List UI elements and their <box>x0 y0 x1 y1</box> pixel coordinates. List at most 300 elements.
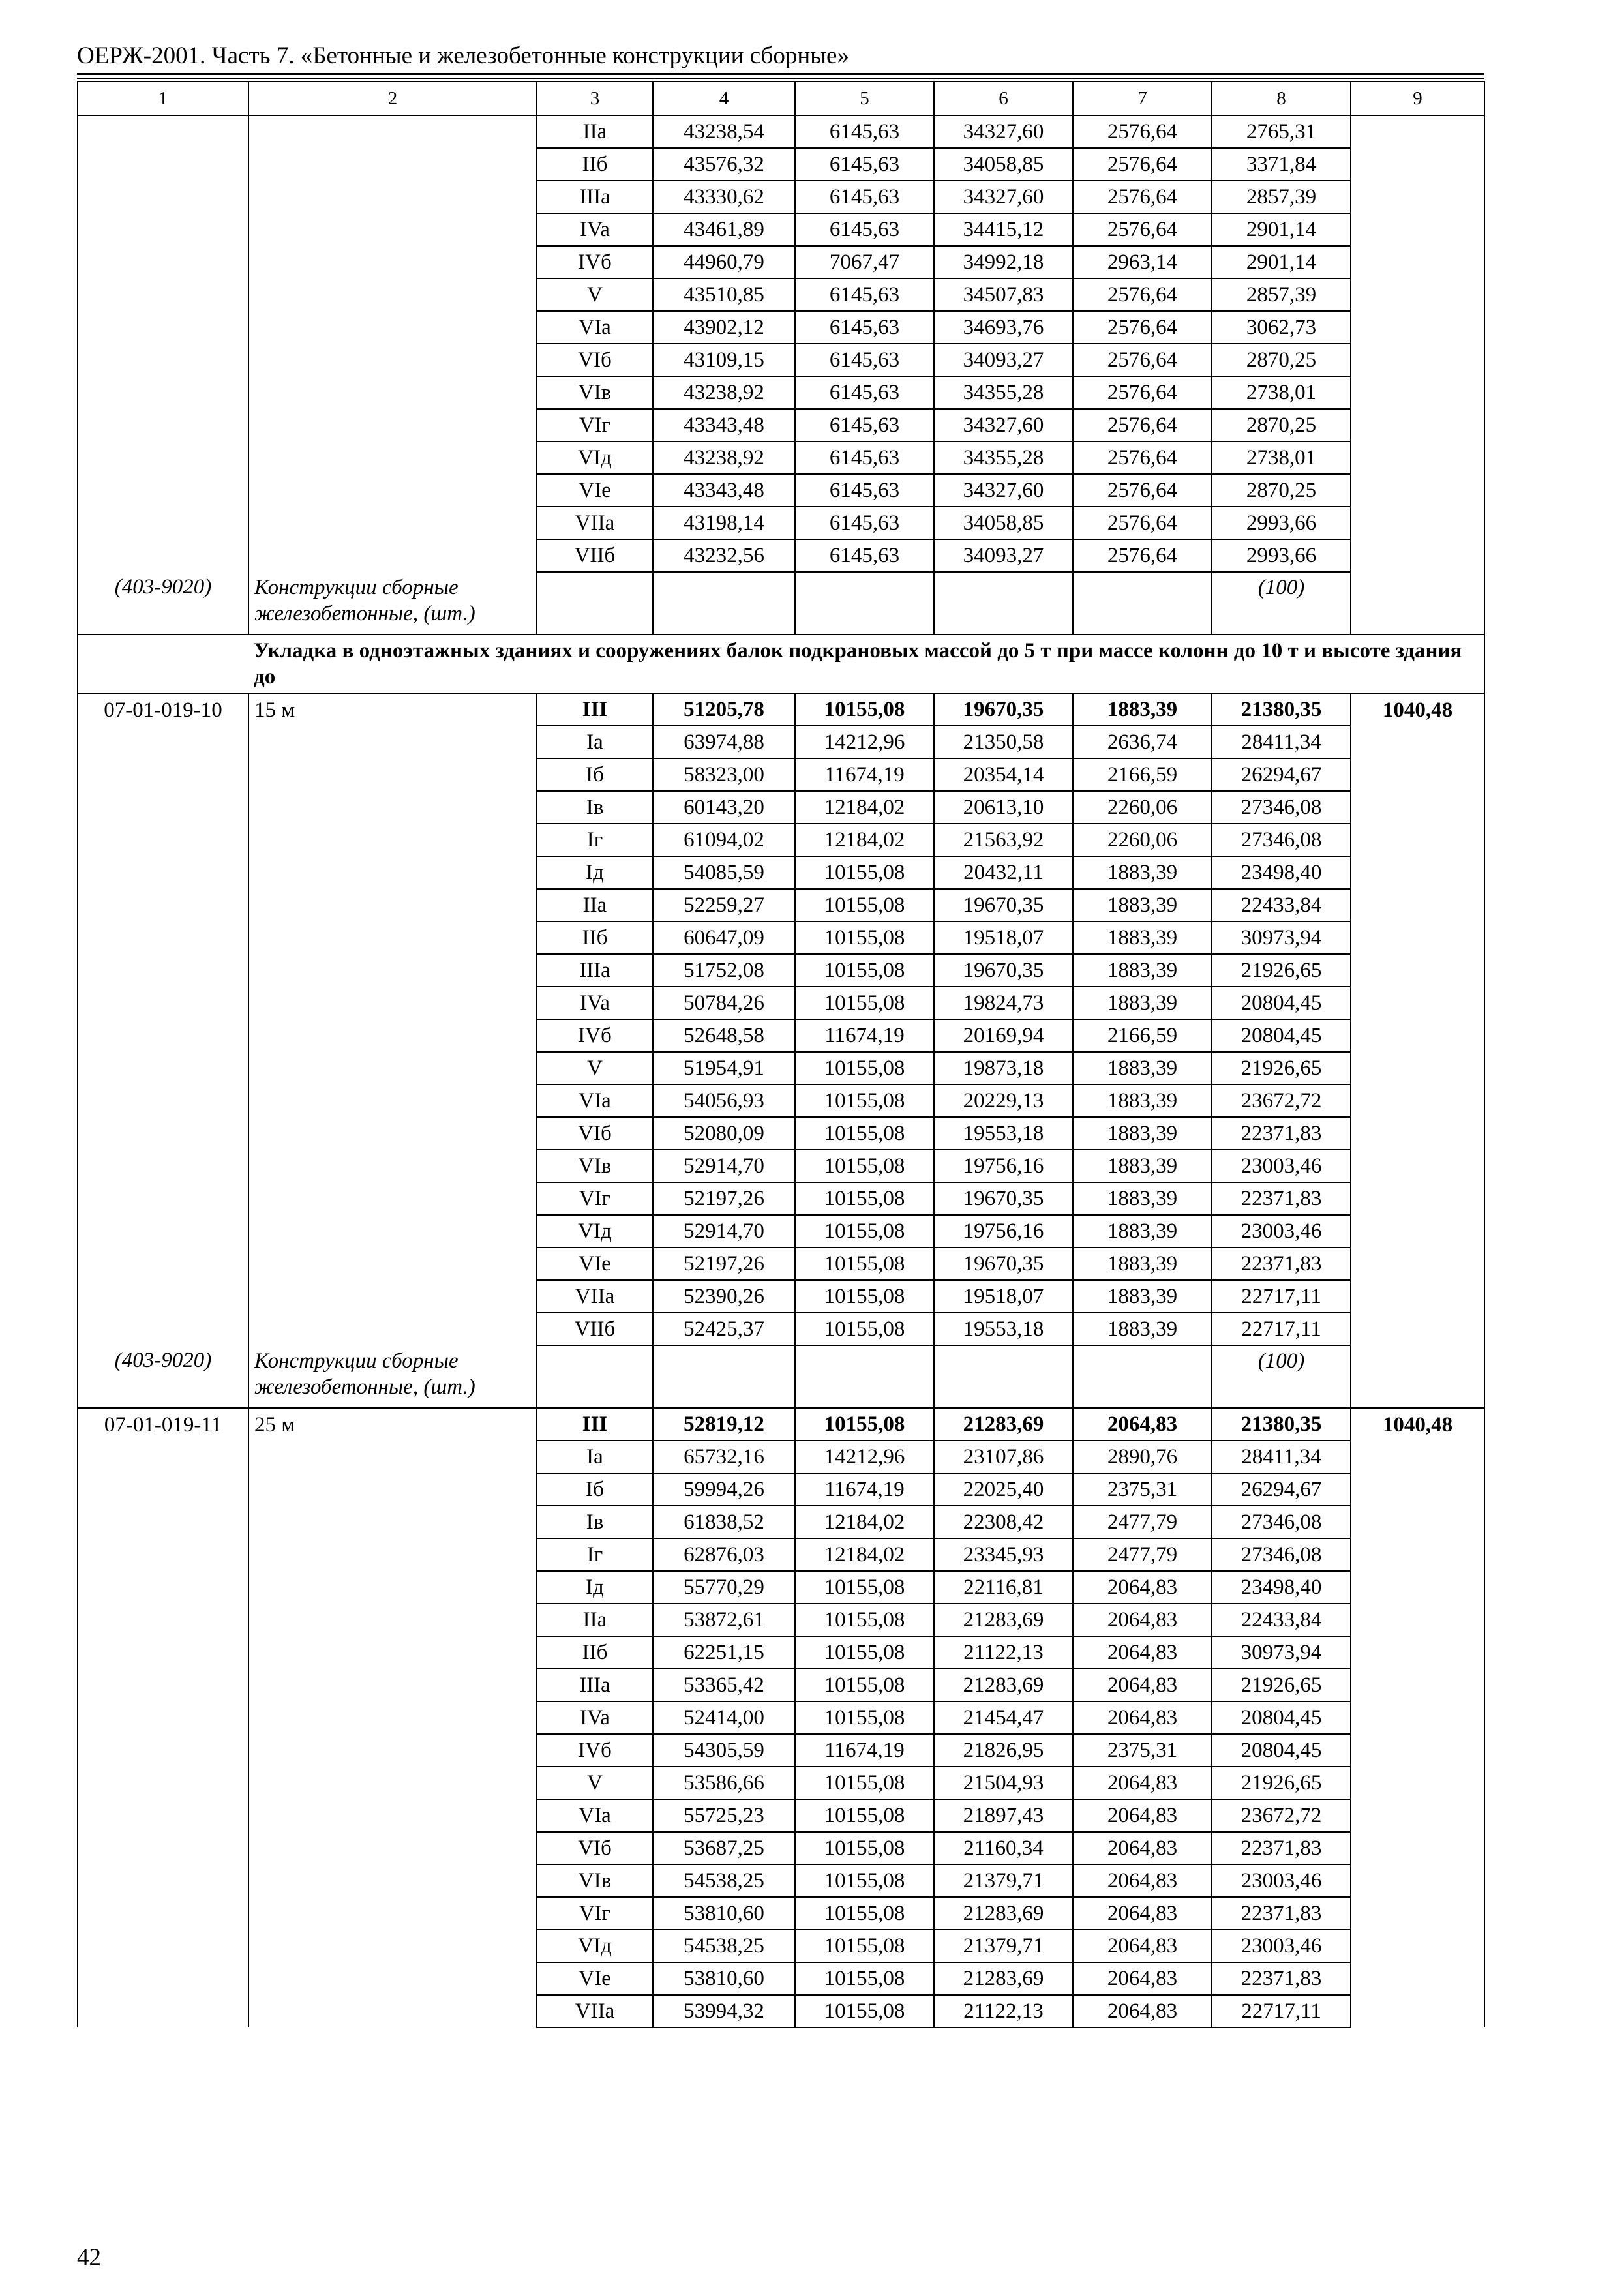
value-cell: 21283,69 <box>934 1669 1073 1701</box>
col9-cell <box>1351 1052 1484 1085</box>
row-label <box>248 987 537 1019</box>
value-cell: 34058,85 <box>934 507 1073 539</box>
value-cell: 43198,14 <box>653 507 795 539</box>
col9-cell <box>1351 1636 1484 1669</box>
col9-cell <box>1351 1604 1484 1636</box>
table-row <box>78 726 1484 758</box>
table-row <box>78 1864 1484 1897</box>
zone-index: VIг <box>537 409 653 441</box>
row-code <box>78 1962 248 1995</box>
value-cell: 28411,34 <box>1212 726 1351 758</box>
row-code <box>78 987 248 1019</box>
table-row <box>78 1669 1484 1701</box>
col9-cell <box>1351 115 1484 148</box>
value-cell: 10155,08 <box>795 1182 934 1215</box>
table-row <box>78 1701 1484 1734</box>
value-cell: 21122,13 <box>934 1995 1073 2027</box>
empty-cell <box>795 1345 934 1408</box>
value-cell: 23498,40 <box>1212 856 1351 889</box>
col9-cell <box>1351 1995 1484 2027</box>
value-cell: 2870,25 <box>1212 409 1351 441</box>
row-code <box>78 889 248 921</box>
value-cell: 50784,26 <box>653 987 795 1019</box>
value-cell: 10155,08 <box>795 1052 934 1085</box>
table-row <box>78 474 1484 507</box>
value-cell: 21350,58 <box>934 726 1073 758</box>
zone-index: V <box>537 278 653 311</box>
table-row <box>78 213 1484 246</box>
col9-cell <box>1351 1117 1484 1150</box>
zone-index: Ia <box>537 726 653 758</box>
table-row <box>78 1019 1484 1052</box>
column-number: 2 <box>248 82 537 115</box>
col9-cell <box>1351 1799 1484 1832</box>
value-cell: 54538,25 <box>653 1930 795 1962</box>
value-cell: 34992,18 <box>934 246 1073 278</box>
zone-index: IVб <box>537 1019 653 1052</box>
value-cell: 10155,08 <box>795 1669 934 1701</box>
value-cell: 6145,63 <box>795 115 934 148</box>
value-cell: 19518,07 <box>934 1280 1073 1313</box>
row-code <box>78 115 248 148</box>
value-cell: 51205,78 <box>653 693 795 726</box>
value-cell: 2260,06 <box>1073 824 1212 856</box>
value-cell: 1883,39 <box>1073 693 1212 726</box>
column-number: 1 <box>78 82 248 115</box>
value-cell: 34327,60 <box>934 181 1073 213</box>
row-code <box>78 409 248 441</box>
zone-index: VIa <box>537 311 653 344</box>
row-code <box>78 1636 248 1669</box>
value-cell: 2738,01 <box>1212 376 1351 409</box>
row-label <box>248 1280 537 1313</box>
value-cell: 34327,60 <box>934 409 1073 441</box>
value-cell: 43238,92 <box>653 376 795 409</box>
value-cell: 2477,79 <box>1073 1538 1212 1571</box>
value-cell: 19670,35 <box>934 1248 1073 1280</box>
row-code <box>78 1897 248 1930</box>
value-cell: 2963,14 <box>1073 246 1212 278</box>
value-cell: 34355,28 <box>934 441 1073 474</box>
value-cell: 19670,35 <box>934 1182 1073 1215</box>
table-row <box>78 1734 1484 1767</box>
zone-index: IIa <box>537 115 653 148</box>
value-cell: 34058,85 <box>934 148 1073 181</box>
value-cell: 1883,39 <box>1073 1150 1212 1182</box>
value-cell: 22717,11 <box>1212 1995 1351 2027</box>
value-cell: 22025,40 <box>934 1473 1073 1506</box>
row-code <box>78 1571 248 1604</box>
row-label <box>248 889 537 921</box>
row-label <box>248 1019 537 1052</box>
row-label <box>248 954 537 987</box>
value-cell: 6145,63 <box>795 507 934 539</box>
table-row <box>78 1571 1484 1604</box>
row-label <box>248 344 537 376</box>
zone-index: IVa <box>537 213 653 246</box>
zone-index: IIa <box>537 889 653 921</box>
value-cell: 21379,71 <box>934 1930 1073 1962</box>
row-label <box>248 1506 537 1538</box>
row-label <box>248 1441 537 1473</box>
value-cell: 2857,39 <box>1212 181 1351 213</box>
value-cell: 2260,06 <box>1073 791 1212 824</box>
row-code <box>78 1669 248 1701</box>
value-cell: 19518,07 <box>934 921 1073 954</box>
value-cell: 6145,63 <box>795 441 934 474</box>
value-cell: 2166,59 <box>1073 1019 1212 1052</box>
value-cell: 10155,08 <box>795 1832 934 1864</box>
row-label <box>248 791 537 824</box>
row-label <box>248 1313 537 1345</box>
table-row <box>78 1280 1484 1313</box>
row-code <box>78 1506 248 1538</box>
zone-index: VIд <box>537 441 653 474</box>
header-rule <box>77 73 1484 75</box>
value-cell: 22371,83 <box>1212 1897 1351 1930</box>
table-row <box>78 148 1484 181</box>
value-cell: 2166,59 <box>1073 758 1212 791</box>
value-cell: 10155,08 <box>795 1604 934 1636</box>
row-code <box>78 1701 248 1734</box>
zone-index: Iв <box>537 791 653 824</box>
value-cell: 1883,39 <box>1073 921 1212 954</box>
row-code <box>78 539 248 572</box>
row-label <box>248 1150 537 1182</box>
zone-index: III <box>537 1408 653 1441</box>
empty-cell <box>537 1345 653 1408</box>
value-cell: 20169,94 <box>934 1019 1073 1052</box>
value-cell: 53687,25 <box>653 1832 795 1864</box>
value-cell: 11674,19 <box>795 1019 934 1052</box>
zone-index: V <box>537 1767 653 1799</box>
page-number: 42 <box>77 2244 101 2271</box>
table-row <box>78 376 1484 409</box>
table-row <box>78 1995 1484 2027</box>
zone-index: IVa <box>537 987 653 1019</box>
value-cell: 21283,69 <box>934 1897 1073 1930</box>
row-label <box>248 921 537 954</box>
col9-cell <box>1351 1506 1484 1538</box>
value-cell: 21897,43 <box>934 1799 1073 1832</box>
value-cell: 2738,01 <box>1212 441 1351 474</box>
value-cell: 23345,93 <box>934 1538 1073 1571</box>
value-cell: 6145,63 <box>795 311 934 344</box>
zone-index: Iд <box>537 1571 653 1604</box>
row-code <box>78 954 248 987</box>
value-cell: 55770,29 <box>653 1571 795 1604</box>
row-label <box>248 1117 537 1150</box>
value-cell: 54305,59 <box>653 1734 795 1767</box>
value-cell: 21926,65 <box>1212 1767 1351 1799</box>
zone-index: VIe <box>537 1248 653 1280</box>
value-cell: 20804,45 <box>1212 1734 1351 1767</box>
table-row <box>78 1313 1484 1345</box>
value-cell: 2064,83 <box>1073 1995 1212 2027</box>
row-code <box>78 1313 248 1345</box>
row-label <box>248 1473 537 1506</box>
value-cell: 51752,08 <box>653 954 795 987</box>
col9-cell <box>1351 1215 1484 1248</box>
zone-index: Ia <box>537 1441 653 1473</box>
row-label <box>248 1215 537 1248</box>
value-cell: 20804,45 <box>1212 1019 1351 1052</box>
value-cell: 34507,83 <box>934 278 1073 311</box>
value-cell: 30973,94 <box>1212 921 1351 954</box>
row-code <box>78 1441 248 1473</box>
row-code <box>78 311 248 344</box>
zone-index: VIe <box>537 474 653 507</box>
value-cell: 19553,18 <box>934 1117 1073 1150</box>
value-cell: 2576,64 <box>1073 181 1212 213</box>
value-cell: 52414,00 <box>653 1701 795 1734</box>
table-row <box>78 441 1484 474</box>
col9-cell <box>1351 507 1484 539</box>
value-cell: 3062,73 <box>1212 311 1351 344</box>
row-label: 15 м <box>248 693 537 726</box>
row-code <box>78 474 248 507</box>
row-code <box>78 181 248 213</box>
row-label <box>248 1864 537 1897</box>
value-cell: 14212,96 <box>795 726 934 758</box>
value-cell: 53810,60 <box>653 1897 795 1930</box>
col9-cell <box>1351 213 1484 246</box>
col9-cell <box>1351 1150 1484 1182</box>
row-code <box>78 1930 248 1962</box>
value-cell: 2576,64 <box>1073 278 1212 311</box>
value-cell: 6145,63 <box>795 376 934 409</box>
value-cell: 21826,95 <box>934 1734 1073 1767</box>
value-cell: 2636,74 <box>1073 726 1212 758</box>
row-label <box>248 1930 537 1962</box>
row-label <box>248 1636 537 1669</box>
value-cell: 1883,39 <box>1073 1280 1212 1313</box>
value-cell: 28411,34 <box>1212 1441 1351 1473</box>
col9-cell <box>1351 278 1484 311</box>
resource-note-row <box>78 1345 1484 1408</box>
col9-cell <box>1351 889 1484 921</box>
col9-cell <box>1351 344 1484 376</box>
value-cell: 21380,35 <box>1212 693 1351 726</box>
value-cell: 12184,02 <box>795 1538 934 1571</box>
value-cell: 23672,72 <box>1212 1799 1351 1832</box>
table-row <box>78 856 1484 889</box>
row-code <box>78 376 248 409</box>
value-cell: 20804,45 <box>1212 1701 1351 1734</box>
row-code <box>78 921 248 954</box>
value-cell: 6145,63 <box>795 344 934 376</box>
table-row <box>78 1832 1484 1864</box>
col9-cell <box>1351 441 1484 474</box>
col9-cell <box>1351 148 1484 181</box>
row-code <box>78 507 248 539</box>
table-row <box>78 278 1484 311</box>
value-cell: 54085,59 <box>653 856 795 889</box>
row-code <box>78 246 248 278</box>
row-code <box>78 344 248 376</box>
value-cell: 60143,20 <box>653 791 795 824</box>
col9-cell <box>1351 791 1484 824</box>
row-label <box>248 148 537 181</box>
value-cell: 20804,45 <box>1212 987 1351 1019</box>
col9-cell <box>1351 921 1484 954</box>
value-cell: 2064,83 <box>1073 1832 1212 1864</box>
col9-cell <box>1351 1962 1484 1995</box>
value-cell: 53365,42 <box>653 1669 795 1701</box>
value-cell: 11674,19 <box>795 1473 934 1506</box>
value-cell: 6145,63 <box>795 409 934 441</box>
zone-index: IVa <box>537 1701 653 1734</box>
row-label <box>248 1604 537 1636</box>
zone-index: IVб <box>537 1734 653 1767</box>
row-code <box>78 1215 248 1248</box>
empty-cell <box>1073 1345 1212 1408</box>
row-code <box>78 1248 248 1280</box>
value-cell: 52390,26 <box>653 1280 795 1313</box>
value-cell: 1883,39 <box>1073 1248 1212 1280</box>
value-cell: 20432,11 <box>934 856 1073 889</box>
value-cell: 2576,64 <box>1073 409 1212 441</box>
value-cell: 19756,16 <box>934 1150 1073 1182</box>
table-row <box>78 246 1484 278</box>
zone-index: VIб <box>537 1832 653 1864</box>
col9-cell <box>1351 181 1484 213</box>
row-code <box>78 1019 248 1052</box>
value-cell: 10155,08 <box>795 1313 934 1345</box>
value-cell: 10155,08 <box>795 1701 934 1734</box>
value-cell: 22371,83 <box>1212 1248 1351 1280</box>
row-code <box>78 1864 248 1897</box>
zone-index: IIб <box>537 921 653 954</box>
table-row <box>78 758 1484 791</box>
value-cell: 20613,10 <box>934 791 1073 824</box>
zone-index: VIб <box>537 344 653 376</box>
zone-index: Iг <box>537 1538 653 1571</box>
value-cell: 22371,83 <box>1212 1117 1351 1150</box>
value-cell: 2901,14 <box>1212 213 1351 246</box>
value-cell: 10155,08 <box>795 1995 934 2027</box>
value-cell: 11674,19 <box>795 1734 934 1767</box>
table-row <box>78 539 1484 572</box>
zone-index: IIIa <box>537 1669 653 1701</box>
value-cell: 2064,83 <box>1073 1571 1212 1604</box>
zone-index: IIб <box>537 148 653 181</box>
value-cell: 61094,02 <box>653 824 795 856</box>
value-cell: 2064,83 <box>1073 1799 1212 1832</box>
empty-cell <box>653 572 795 635</box>
value-cell: 2576,64 <box>1073 148 1212 181</box>
row-label <box>248 1669 537 1701</box>
col9-cell <box>1351 1701 1484 1734</box>
value-cell: 2375,31 <box>1073 1473 1212 1506</box>
row-code <box>78 1473 248 1506</box>
value-cell: 52648,58 <box>653 1019 795 1052</box>
empty-cell <box>1351 572 1484 635</box>
value-cell: 12184,02 <box>795 1506 934 1538</box>
col9-cell <box>1351 1182 1484 1215</box>
value-cell: 6145,63 <box>795 148 934 181</box>
value-cell: 34093,27 <box>934 344 1073 376</box>
value-cell: 2576,64 <box>1073 344 1212 376</box>
column-number: 7 <box>1073 82 1212 115</box>
table-row <box>78 954 1484 987</box>
value-cell: 22433,84 <box>1212 1604 1351 1636</box>
value-cell: 34415,12 <box>934 213 1073 246</box>
section-heading-row <box>78 635 1484 693</box>
table-row <box>78 1085 1484 1117</box>
table-row <box>78 1215 1484 1248</box>
row-code <box>78 758 248 791</box>
empty-cell <box>78 635 248 693</box>
zone-index: IIIa <box>537 181 653 213</box>
value-cell: 21926,65 <box>1212 1669 1351 1701</box>
value-cell: 43343,48 <box>653 474 795 507</box>
empty-cell <box>934 572 1073 635</box>
col9-cell <box>1351 311 1484 344</box>
value-cell: 43510,85 <box>653 278 795 311</box>
row-code: 07-01-019-11 <box>78 1408 248 1441</box>
zone-index: Iг <box>537 824 653 856</box>
zone-index: VIIб <box>537 1313 653 1345</box>
col9-cell <box>1351 758 1484 791</box>
row-label <box>248 181 537 213</box>
zone-index: IIб <box>537 1636 653 1669</box>
row-label <box>248 1995 537 2027</box>
table-row <box>78 1799 1484 1832</box>
col9-cell <box>1351 1473 1484 1506</box>
value-cell: 2901,14 <box>1212 246 1351 278</box>
value-cell: 2870,25 <box>1212 474 1351 507</box>
value-cell: 52914,70 <box>653 1150 795 1182</box>
row-code <box>78 1182 248 1215</box>
value-cell: 11674,19 <box>795 758 934 791</box>
table-row <box>78 921 1484 954</box>
value-cell: 43576,32 <box>653 148 795 181</box>
table-row <box>78 1506 1484 1538</box>
rates-table <box>77 81 1485 2028</box>
zone-index: VIг <box>537 1897 653 1930</box>
value-cell: 2064,83 <box>1073 1669 1212 1701</box>
row-code <box>78 726 248 758</box>
table-row <box>78 824 1484 856</box>
col9-cell: 1040,48 <box>1351 1408 1484 1441</box>
value-cell: 23003,46 <box>1212 1215 1351 1248</box>
value-cell: 10155,08 <box>795 1085 934 1117</box>
empty-cell <box>795 572 934 635</box>
value-cell: 60647,09 <box>653 921 795 954</box>
row-label <box>248 1799 537 1832</box>
column-number: 4 <box>653 82 795 115</box>
col9-cell: 1040,48 <box>1351 693 1484 726</box>
row-code <box>78 1604 248 1636</box>
value-cell: 10155,08 <box>795 987 934 1019</box>
value-cell: 52914,70 <box>653 1215 795 1248</box>
table-row <box>78 181 1484 213</box>
column-number-row <box>78 82 1484 115</box>
zone-index: VIв <box>537 1864 653 1897</box>
value-cell: 21926,65 <box>1212 954 1351 987</box>
value-cell: 10155,08 <box>795 1571 934 1604</box>
row-label <box>248 376 537 409</box>
row-label <box>248 311 537 344</box>
value-cell: 1883,39 <box>1073 856 1212 889</box>
value-cell: 12184,02 <box>795 824 934 856</box>
value-cell: 43902,12 <box>653 311 795 344</box>
row-code <box>78 1832 248 1864</box>
resource-code: (403-9020) <box>78 572 248 635</box>
col9-cell <box>1351 1085 1484 1117</box>
row-code <box>78 1052 248 1085</box>
